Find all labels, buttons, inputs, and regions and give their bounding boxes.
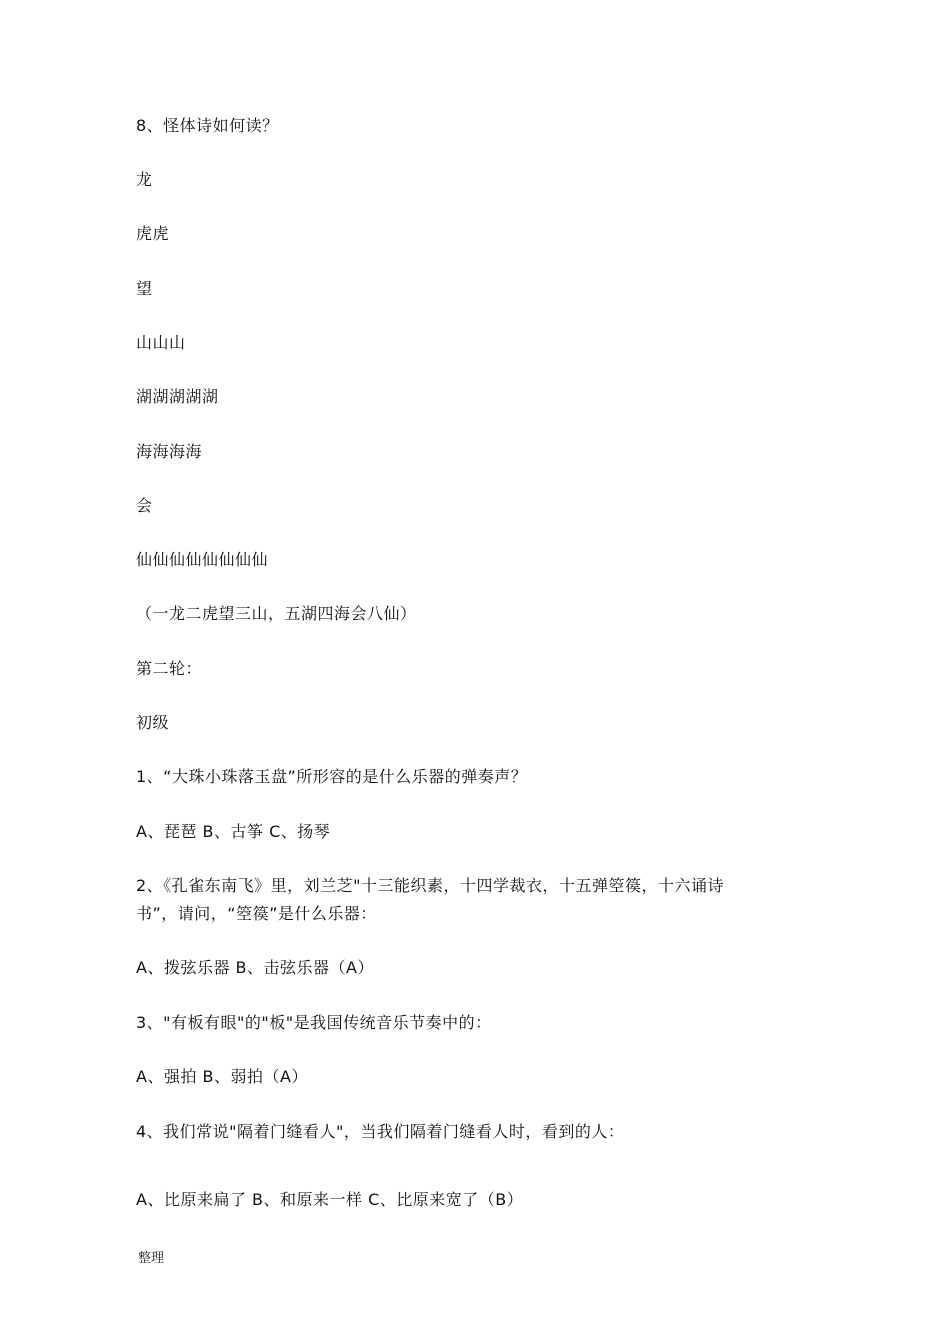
poem-line-2: 虎虎 bbox=[136, 224, 170, 243]
question-1-options: A、琵琶 B、古筝 C、扬琴 bbox=[136, 822, 331, 841]
question-4-options: A、比原来扁了 B、和原来一样 C、比原来宽了（B） bbox=[136, 1190, 524, 1209]
poem-line-3: 望 bbox=[136, 279, 153, 298]
poem-line-6: 海海海海 bbox=[136, 442, 203, 461]
question-3: 3、"有板有眼"的"板"是我国传统音乐节奏中的： bbox=[136, 1013, 492, 1032]
question-2-line-1: 2、《孔雀东南飞》里，刘兰芝"十三能织素，十四学裁衣，十五弹箜篌，十六诵诗 bbox=[136, 876, 725, 895]
question-1: 1、“大珠小珠落玉盘”所形容的是什么乐器的弹奏声？ bbox=[136, 767, 528, 786]
poem-line-8: 仙仙仙仙仙仙仙仙 bbox=[136, 550, 269, 569]
poem-line-5: 湖湖湖湖湖 bbox=[136, 387, 219, 406]
page-footer: 整理 bbox=[138, 1251, 165, 1266]
level-heading: 初级 bbox=[136, 713, 170, 732]
question-4: 4、我们常说"隔着门缝看人"，当我们隔着门缝看人时，看到的人： bbox=[136, 1122, 625, 1141]
poem-answer: （一龙二虎望三山，五湖四海会八仙） bbox=[136, 604, 417, 623]
round-heading: 第二轮： bbox=[136, 659, 203, 678]
poem-line-4: 山山山 bbox=[136, 333, 186, 352]
question-2-line-2: 书”，请问，“箜篌”是什么乐器： bbox=[136, 904, 377, 923]
poem-line-1: 龙 bbox=[136, 170, 153, 189]
question-8-title: 8、怪体诗如何读？ bbox=[136, 116, 279, 135]
poem-line-7: 会 bbox=[136, 496, 153, 515]
question-3-options: A、强拍 B、弱拍（A） bbox=[136, 1067, 308, 1086]
question-2-options: A、拨弦乐器 B、击弦乐器（A） bbox=[136, 958, 374, 977]
